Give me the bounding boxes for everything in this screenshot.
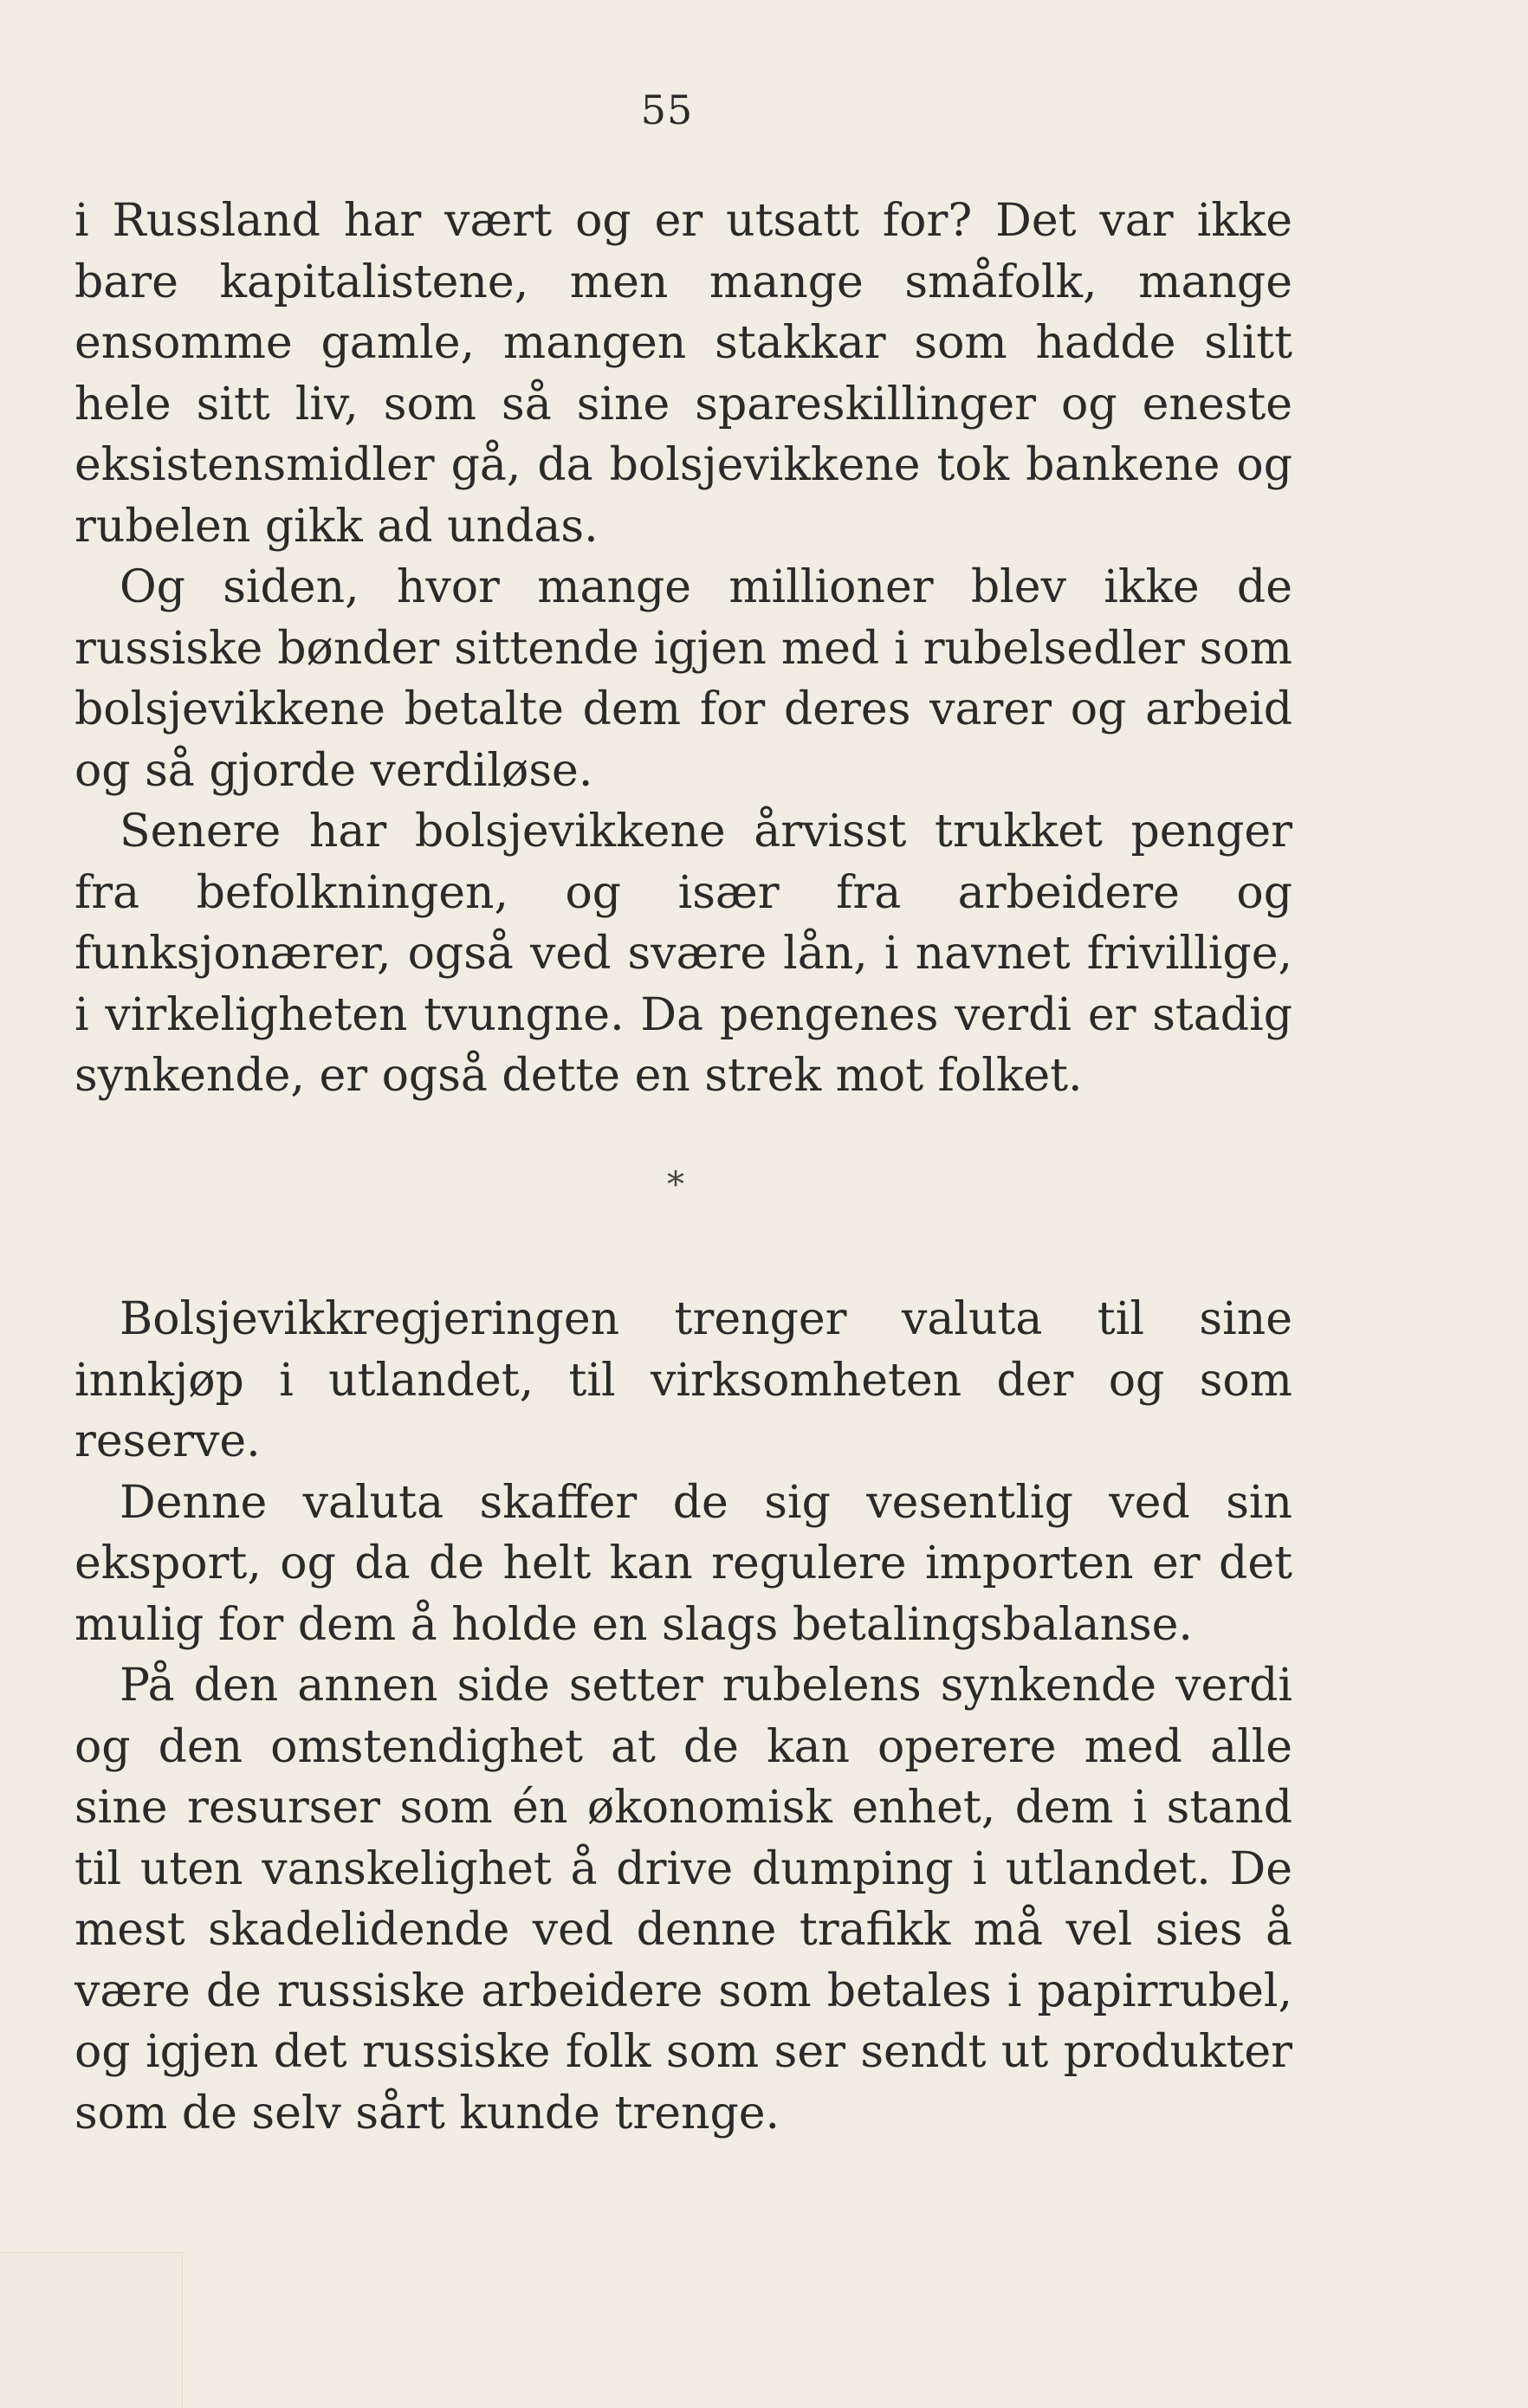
- text-block-2: [74, 1289, 1292, 2144]
- paragraph: Bolsjevikkregjeringen trenger valuta til sine innkjøp i utlandet, til virksomheten der og som reserve.: [74, 1293, 1292, 1467]
- paragraph: Senere har bolsjevikkene årvisst trukket penger fra befolkningen, og især fra arbeidere og funksjonærer, også ved svære lån, i navnet frivillige, i virkeligheten tvungne. Da pengenes verdi er stadig synkende, er også dette en strek mot folket.: [74, 806, 1292, 1102]
- paper-fold-mark: [0, 2252, 183, 2408]
- section-separator: *: [667, 1165, 684, 1205]
- paragraph: Denne valuta skaffer de sig vesentlig ved sin eksport, og da de helt kan regulere importen er det mulig for dem å holde en slags betalingsbalanse.: [74, 1476, 1292, 1651]
- paragraph: På den annen side setter rubelens synkende verdi og den omstendighet at de kan operere med alle sine resurser som én økonomisk enhet, dem i stand til uten vanskelighet å drive dumping i utlandet. De mest skadelidende ved denne trafikk må vel sies å være de russiske arbeidere som betales i papirrubel, og igjen det russiske folk som ser sendt ut produkter som de selv sårt kunde trenge.: [74, 1660, 1292, 2139]
- paragraph: Og siden, hvor mange millioner blev ikke de russiske bønder sittende igjen med i rubelsedler som bolsjevikkene betalte dem for deres varer og arbeid og så gjorde verdiløse.: [74, 561, 1292, 797]
- text-block-1: [74, 191, 1292, 1107]
- page-number: 55: [640, 87, 694, 133]
- paragraph-continued: i Russland har vært og er utsatt for? Det var ikke bare kapitalistene, men mange småfolk, mange ensomme gamle, mangen stakkar som hadde slitt hele sitt liv, som så sine spareskillinger og eneste eksistensmidler gå, da bolsjevikkene tok bankene og rubelen gikk ad undas.: [74, 195, 1292, 553]
